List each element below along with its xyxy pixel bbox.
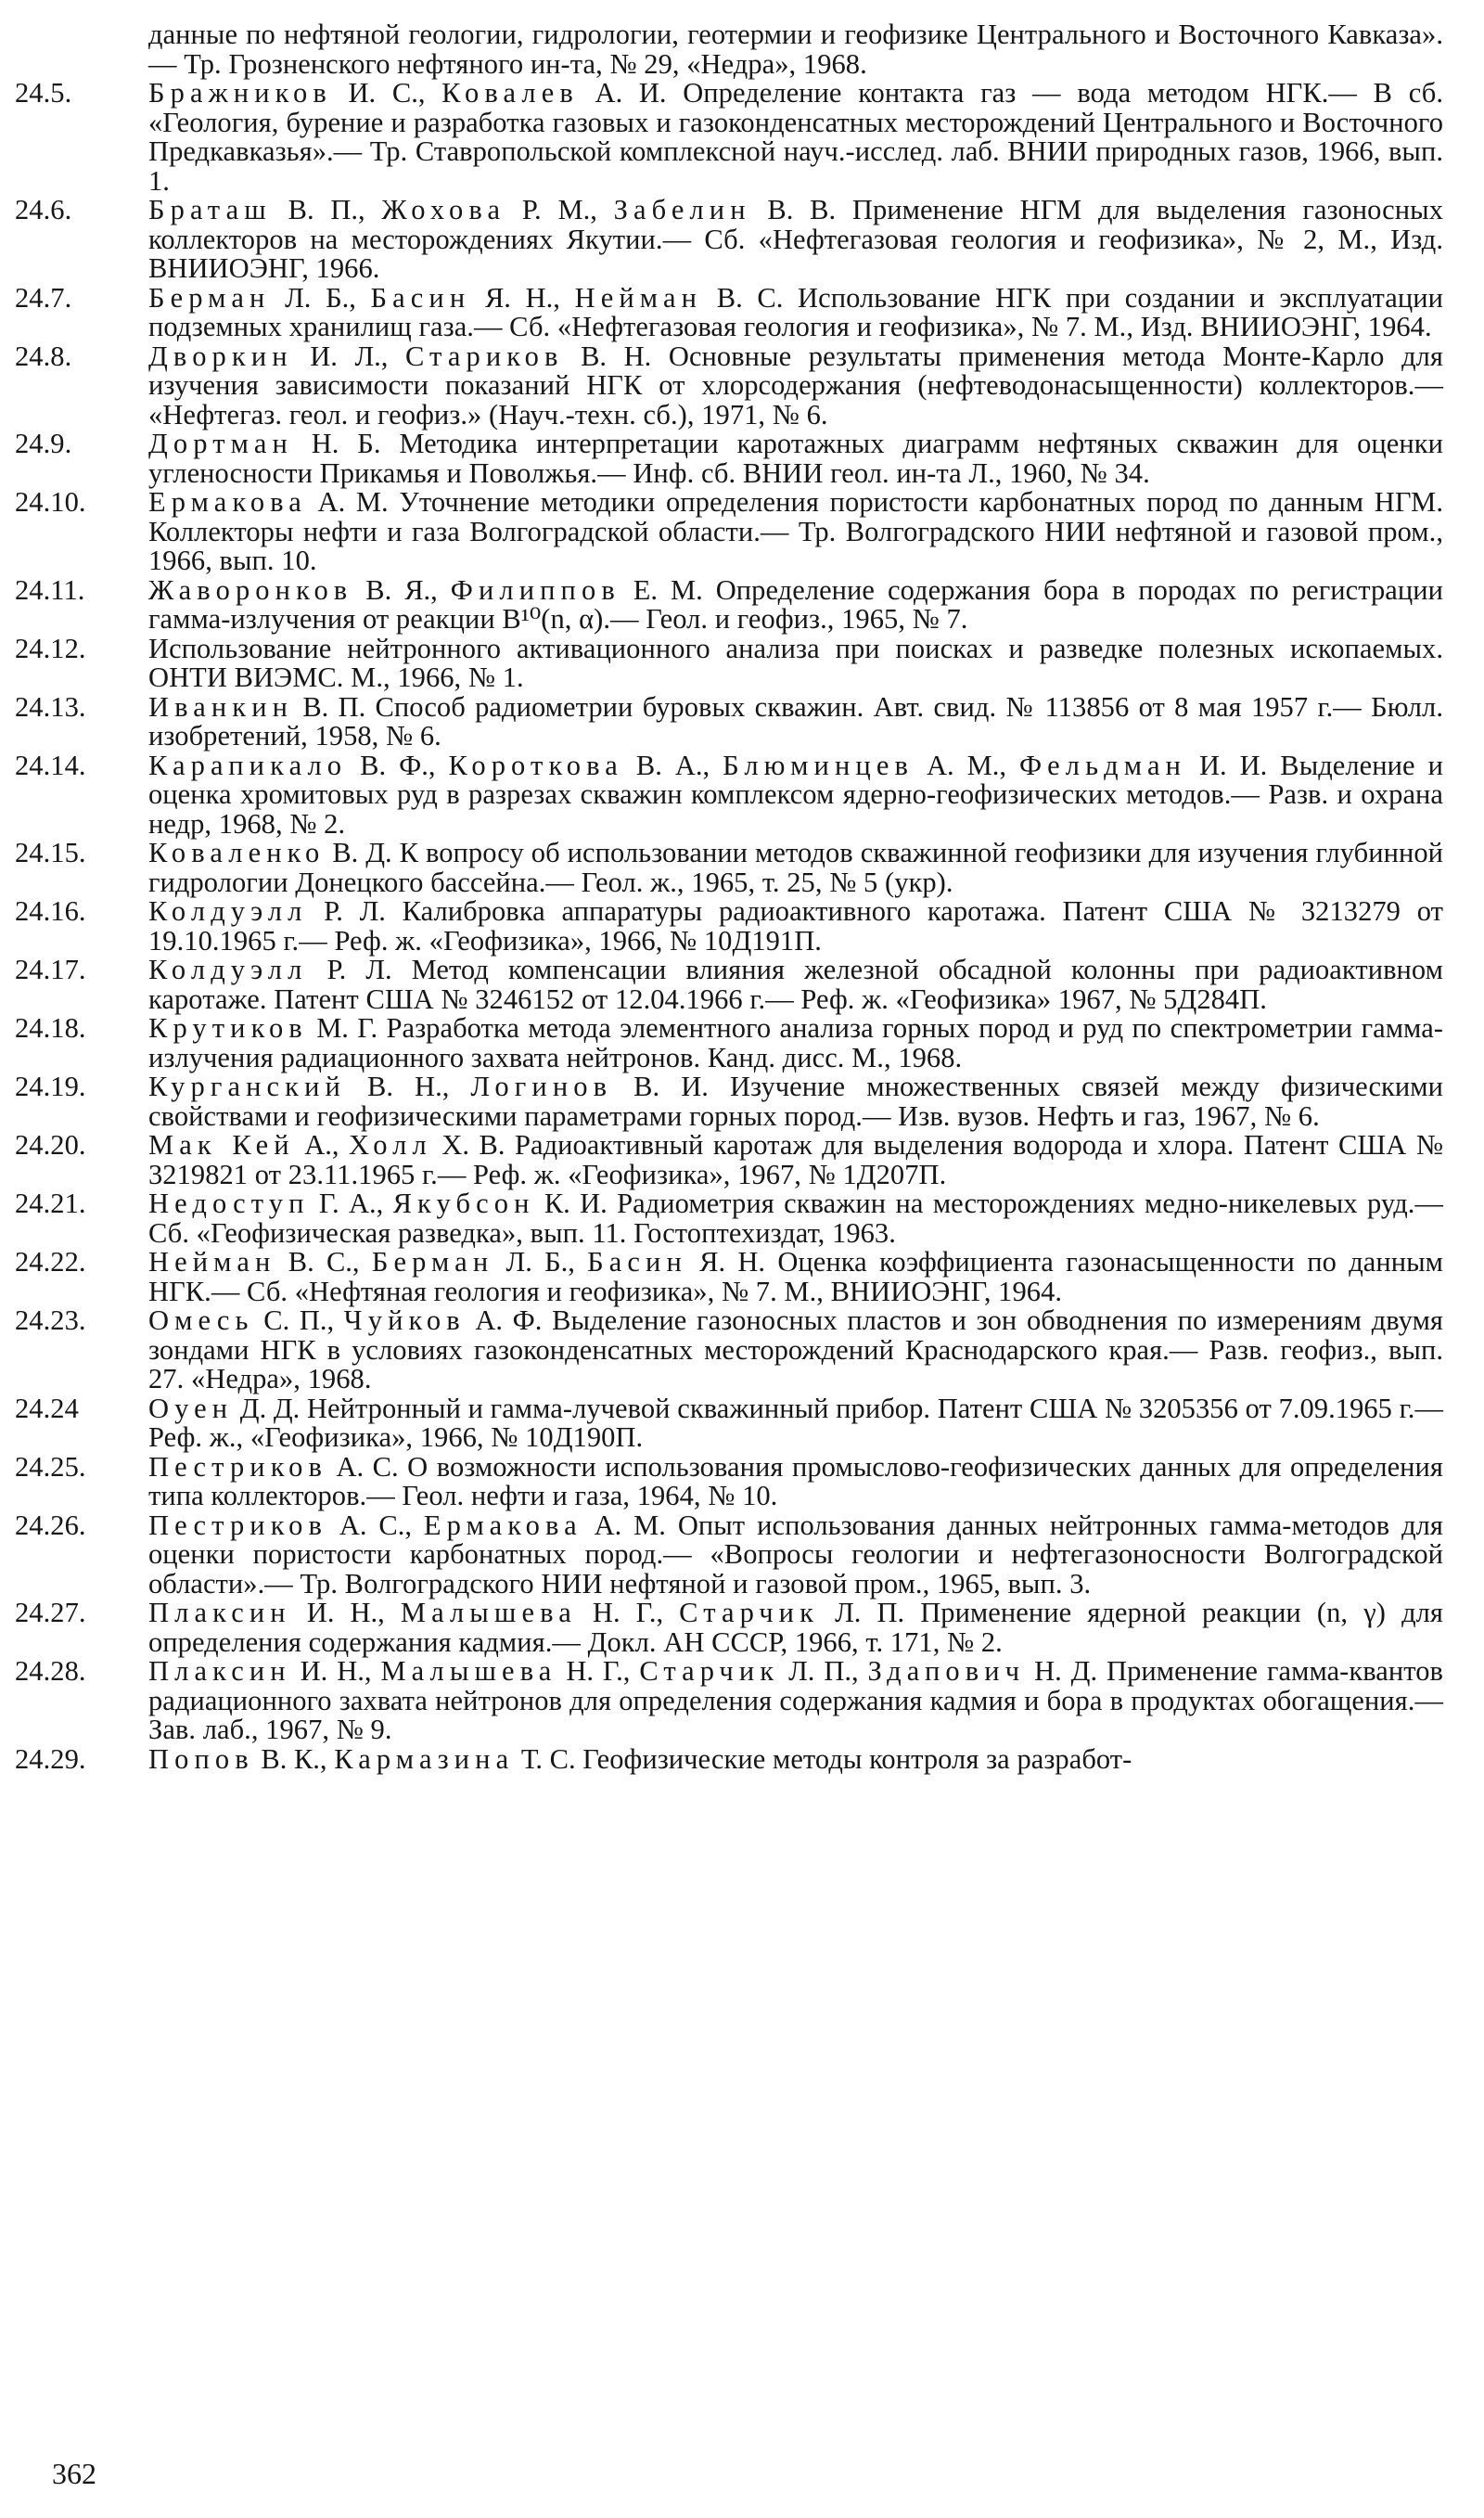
author-surname: Колдуэлл [148,954,308,985]
author-surname: Курганский [148,1071,346,1102]
reference-text: Радиоактивный каротаж для выделения водорода и хлора. Патент США № 3219821 от 23.11.1965 г.— Реф. ж. «Геофизика», 1967, № 1Д207П. [148,1129,1443,1190]
author-initials: А. И. [578,77,684,109]
author-surname: Фельдман [1018,749,1187,781]
author-initials: Н. Г., [556,1655,640,1687]
reference-entry [15,690,1443,752]
reference-number: 24.17. [15,954,86,985]
reference-entry [15,486,1443,576]
reference-text: Определение содержания бора в породах по регистрации гамма-излучения от реакции B¹⁰(n, α).— Геол. и геофиз., 1965, № 7. [148,573,1444,635]
reference-entry [15,573,1444,635]
author-initials: В. В. [750,194,852,225]
author-surname: Басин [370,281,471,314]
author-initials: В. С., [275,1246,372,1278]
reference-entry [15,632,1443,693]
reference-text: Применение ядерной реакции (n, γ) для определения содержания кадмия.— Докл. АН СССР, 1966, т. 171, № 2. [148,1597,1443,1658]
author-surname: Холл [349,1129,432,1161]
reference-text: К вопросу об использовании методов скважинной геофизики для изучения глубинной гидрологии Донецкого бассейна.— Геол. ж., 1965, т. 25, № 5 (укр). [148,837,1443,898]
reference-entry [15,954,1443,1015]
reference-entry [15,281,1443,342]
author-initials: Р. Л. [307,954,412,985]
author-initials: Я. Н., [470,281,575,314]
author-surname: Нейман [574,281,703,314]
author-initials: И. И. [1186,749,1281,781]
reference-text: Применение гамма-квантов радиационного захвата нейтронов для определения содержания кадмия и бора в продуктах обогащения.— Зав. лаб., 1967, № 9. [148,1655,1443,1745]
reference-entry [15,428,1443,489]
reference-text: Использование нейтронного активационного анализа при поисках и разведке полезных ископаемых. ОНТИ ВИЭМС. М., 1966, № 1. [148,632,1443,693]
reference-number: 24.23. [15,1304,86,1336]
reference-text: Уточнение методики определения пористости карбонатных пород по данным НГМ. Коллекторы нефти и газа Волгоградской области.— Тр. Волгоградского НИИ нефтяной и газовой пром., 1966, вып. 10. [148,486,1443,576]
author-surname: Омесь [148,1304,254,1336]
reference-text: Геофизические методы контроля за разработ- [582,1742,1132,1775]
author-initials: Х. В. [431,1129,515,1161]
reference-text: Нейтронный и гамма-лучевой скважинный прибор. Патент США № 3205356 от 7.09.1965 г.— Реф. ж., «Геофизика», 1966, № 10Д190П. [148,1392,1443,1453]
reference-entry [15,194,1443,284]
author-surname: Оуен [148,1392,234,1424]
reference-number: 24.18. [15,1012,86,1044]
reference-number: 24.5. [15,77,72,109]
author-initials: А. С. [326,1450,408,1483]
author-surname: Иванкин [148,690,294,723]
reference-number: 24.28. [15,1655,86,1687]
reference-number: 24.24 [15,1392,79,1424]
author-surname: Ермакова [423,1509,582,1541]
reference-number: 24.19. [15,1071,86,1102]
author-initials: Р. М., [505,194,614,225]
author-initials: А. М. [582,1509,678,1541]
reference-number: 24.14. [15,749,86,781]
page-number: 362 [52,2457,96,2490]
reference-entry [15,749,1443,840]
author-initials: Л. Б., [493,1246,588,1278]
reference-entry [15,1071,1443,1132]
reference-text: Способ радиометрии буровых скважин. Авт. свид. № 113856 от 8 мая 1957 г.— Бюлл. изобретений, 1958, № 6. [148,690,1443,752]
author-initials: А. М. [306,486,400,518]
author-surname: Мак Кей [148,1129,295,1161]
author-initials: И. Л., [292,340,406,372]
reference-entry [15,1655,1443,1745]
author-initials: В. А., [622,749,723,781]
author-initials: А., [294,1129,350,1161]
reference-number: 24.12. [15,632,86,664]
reference-text: Методика интерпретации каротажных диаграмм нефтяных скважин для оценки угленосности Прикамья и Поволжья.— Инф. сб. ВНИИ геол. ин-та Л., 1960, № 34. [148,428,1443,489]
author-initials: В. П., [271,194,382,225]
author-surname: Басин [587,1246,687,1278]
author-initials: В. П. [293,690,376,723]
reference-number: 24.29. [15,1742,86,1775]
author-initials: Л. П., [779,1655,868,1687]
author-initials: Е. М. [620,573,716,606]
author-initials: Г. А., [309,1188,393,1219]
author-initials: А. М., [913,749,1019,781]
author-surname: Короткова [448,749,623,781]
author-initials: В. Н. [563,340,669,372]
reference-number: 24.26. [15,1509,86,1541]
reference-number: 24.6. [15,194,72,225]
reference-entry [15,1129,1443,1190]
reference-entry [15,1597,1443,1658]
author-initials: Н. Г., [576,1597,680,1628]
reference-entry [15,1450,1443,1511]
reference-entry [15,1304,1443,1394]
author-initials: В. Ф., [347,749,449,781]
reference-number: 24.21. [15,1188,86,1219]
author-surname: Дортман [148,428,293,459]
author-initials: А. Ф. [465,1304,553,1336]
author-surname: Плаксин [148,1655,291,1687]
reference-list [15,19,1444,1775]
author-surname: Пестриков [148,1509,327,1541]
author-initials: В. Н., [345,1071,471,1102]
reference-entry [15,895,1443,957]
reference-number: 24.8. [15,340,72,372]
reference-text: Выделение и оценка хромитовых руд в разрезах скважин комплексом ядерно-геофизических методов.— Разв. и охрана недр, 1968, № 2. [148,749,1443,840]
reference-text: Изучение множественных связей между физическими свойствами и геофизическими параметрами горных пород.— Изв. вузов. Нефть и газ, 1967, № 6. [148,1071,1443,1132]
author-initials: И. Н., [290,1655,381,1687]
author-initials: Н. Б. [292,428,400,459]
author-surname: Кармазина [334,1742,515,1775]
reference-text: данные по нефтяной геологии, гидрологии, геотермии и геофизике Центрального и Восточного Кавказа».— Тр. Грозненского нефтяного ин-та, № 29, «Недра», 1968. [148,19,1443,80]
author-surname: Карапикало [148,749,348,781]
author-surname: Логинов [470,1071,613,1102]
author-initials: И. С., [331,77,442,109]
reference-number: 24.25. [15,1450,86,1483]
reference-text: Метод компенсации влияния железной обсадной колонны при радиоактивном каротаже. Патент США № 3246152 от 12.04.1966 г.— Реф. ж. «Геофизика» 1967, № 5Д284П. [148,954,1443,1015]
reference-number: 24.20. [15,1129,86,1161]
author-surname: Ковалев [441,77,579,109]
author-surname: Старчик [639,1655,780,1687]
reference-number: 24.11. [15,573,85,606]
reference-number: 24.13. [15,690,86,723]
reference-number: 24.27. [15,1597,86,1628]
reference-entry [15,1509,1443,1599]
author-initials: Т. С. [514,1742,583,1775]
reference-entry [15,1246,1444,1307]
reference-number: 24.7. [15,281,72,314]
author-surname: Забелин [613,194,751,225]
author-surname: Чуйков [343,1304,466,1336]
reference-number: 24.9. [15,428,72,459]
reference-entry [15,837,1443,898]
author-initials: И. Н., [290,1597,401,1628]
author-initials: Л. Б., [270,281,371,314]
reference-text: Опыт использования данных нейтронных гамма-методов для оценки пористости карбонатных пород.— «Вопросы геологии и нефтегазоносности Волгоградской области».— Тр. Волгоградского НИИ нефтяной и газовой пром., 1965, вып. 3. [148,1509,1443,1599]
author-surname: Блюминцев [723,749,914,781]
reference-text: Основные результаты применения метода Монте-Карло для изучения зависимости показаний НГК от хлорсодержания (нефтеводонасыщенности) коллекторов.— «Нефтегаз. геол. и геофиз.» (Науч.-техн. сб.), 1971, № 6. [148,340,1444,430]
author-initials: В. К., [253,1742,335,1775]
author-initials: С. П., [253,1304,344,1336]
author-initials: В. И. [612,1071,730,1102]
reference-entry [15,1742,1443,1775]
author-surname: Филиппов [450,573,620,606]
reference-text: Выделение газоносных пластов и зон обводнения по измерениям двумя зондами НГК в условиях газоконденсатных месторождений Краснодарского края.— Разв. геофиз., вып. 27. «Недра», 1968. [148,1304,1443,1394]
reference-entry [15,340,1444,430]
author-surname: Попов [148,1742,254,1775]
author-surname: Ермакова [148,486,307,518]
author-surname: Жаворонков [148,573,353,606]
author-surname: Якубсон [392,1188,535,1219]
reference-text: Калибровка аппаратуры радиоактивного каротажа. Патент США № 3213279 от 19.10.1965 г.— Реф. ж. «Геофизика», 1966, № 10Д191П. [148,895,1443,957]
author-initials: Н. Д. [1025,1655,1107,1687]
author-surname: Крутиков [148,1012,308,1044]
reference-text: Оценка коэффициента газонасыщенности по данным НГК.— Сб. «Нефтяная геология и геофизика», № 7. М., ВНИИОЭНГ, 1964. [148,1246,1444,1307]
reference-text: Радиометрия скважин на месторождениях медно-никелевых руд.— Сб. «Геофизическая разведка», вып. 11. Гостоптехиздат, 1963. [148,1188,1444,1249]
author-initials: В. Я., [352,573,451,606]
author-surname: Колдуэлл [148,895,308,927]
author-surname: Бражников [148,77,332,109]
author-initials: Я. Н. [686,1246,778,1278]
author-surname: Пестриков [148,1450,327,1483]
reference-number: 24.15. [15,837,86,868]
reference-entry [137,20,1443,79]
reference-text: Применение НГМ для выделения газоносных коллекторов на месторождениях Якутии.— Сб. «Нефтегазовая геология и геофизика», № 2, М., Изд. ВНИИОЭНГ, 1966. [148,194,1443,284]
author-initials: К. И. [534,1188,618,1219]
author-surname: Малышева [400,1597,577,1628]
author-surname: Стариков [405,340,564,372]
reference-number: 24.22. [15,1246,86,1278]
reference-number: 24.16. [15,895,86,927]
author-initials: В. Д. [325,837,400,868]
reference-text: Разработка метода элементного анализа горных пород и руд по спектрометрии гамма-излучения радиационного захвата нейтронов. Канд. дисс. М., 1968. [148,1012,1443,1073]
author-surname: Жохова [381,194,506,225]
reference-entry [15,77,1444,197]
author-surname: Плаксин [148,1597,291,1628]
author-initials: А. С., [326,1509,424,1541]
author-initials: М. Г. [307,1012,387,1044]
author-surname: Коваленко [148,837,326,868]
author-surname: Дворкин [148,340,293,372]
author-surname: Берман [148,281,271,314]
author-surname: Нейман [148,1246,276,1278]
author-surname: Старчик [679,1597,820,1628]
author-surname: Здапович [867,1655,1026,1687]
author-surname: Браташ [148,194,272,225]
reference-text: О возможности использования промыслово-геофизических данных для определения типа коллекторов.— Геол. нефти и газа, 1964, № 10. [148,1450,1443,1511]
author-initials: Л. П. [819,1597,921,1628]
author-initials: Д. Д. [233,1392,307,1424]
author-initials: Р. Л. [307,895,403,927]
reference-entry [15,1392,1443,1453]
reference-text: Использование НГК при создании и эксплуатации подземных хранилищ газа.— Сб. «Нефтегазовая геология и геофизика», № 7. М., Изд. ВНИИОЭНГ, 1964. [148,281,1443,342]
reference-number: 24.10. [15,486,86,518]
author-surname: Малышева [380,1655,557,1687]
author-initials: В. С. [702,281,799,314]
author-surname: Недоступ [148,1188,310,1219]
reference-text: Определение контакта газ — вода методом НГК.— В сб. «Геология, бурение и разработка газовых и газоконденсатных месторождений Центрального и Восточного Предкавказья».— Тр. Ставропольской комплексной науч.-исслед. лаб. ВНИИ природных газов, 1966, вып. 1. [148,77,1444,197]
author-surname: Берман [371,1246,494,1278]
reference-entry [15,1188,1444,1249]
reference-entry [15,1012,1443,1073]
